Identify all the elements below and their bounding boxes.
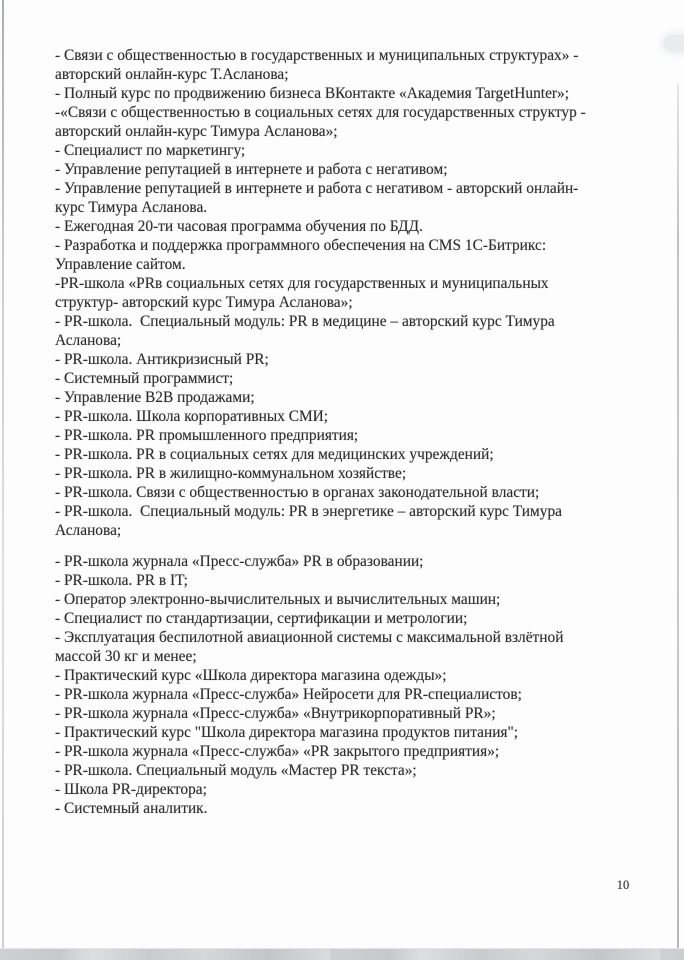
scan-smudge	[663, 35, 684, 52]
document-line: - PR-школа журнала «Пресс-служба» Нейросети для PR-специалистов;	[55, 686, 522, 703]
document-line: - Управление репутацией в интернете и работа с негативом;	[55, 161, 448, 178]
document-line: - Оператор электронно-вычислительных и вычислительных машин;	[55, 591, 501, 608]
document-line: структур- авторский курс Тимура Асланова»;	[55, 294, 353, 311]
document-line: Управление сайтом.	[55, 256, 186, 273]
document-line: - Разработка и поддержка программного обеспечения на CMS 1С-Битрикс:	[55, 237, 547, 254]
document-line: Асланова;	[55, 522, 122, 539]
document-line: - PR-школа журнала «Пресс-служба» PR в образовании;	[55, 553, 424, 570]
document-line: - Эксплуатация беспилотной авиационной системы с максимальной взлётной	[55, 629, 564, 646]
document-line: авторский онлайн-курс Т.Асланова;	[55, 66, 289, 83]
document-line: -PR-школа «PRв социальных сетях для государственных и муниципальных	[55, 275, 549, 292]
document-line: - PR-школа. PR в IT;	[55, 572, 188, 589]
document-line: - PR-школа. Специальный модуль: PR в энергетике – авторский курс Тимура	[55, 503, 562, 520]
document-line: - Практический курс «Школа директора магазина одежды»;	[55, 667, 447, 684]
blank-line	[55, 540, 586, 552]
page-number: 10	[616, 878, 630, 892]
document-line: - Практический курс "Школа директора магазина продуктов питания";	[55, 724, 519, 741]
document-line: Асланова;	[55, 332, 122, 349]
document-line: - Полный курс по продвижению бизнеса ВКонтакте «Академия TargetHunter»;	[55, 85, 570, 102]
document-line: - Связи с общественностью в государственных и муниципальных структурах» -	[55, 47, 579, 64]
document-line: - Школа PR-директора;	[55, 781, 207, 798]
document-line: - Системный программист;	[55, 370, 234, 387]
document-line: - PR-школа. PR в социальных сетях для медицинских учреждений;	[55, 446, 494, 463]
document-line: - Специалист по маркетингу;	[55, 142, 246, 159]
scan-edge-left	[2, 0, 4, 960]
scan-edge-bottom	[0, 948, 684, 960]
document-line: - PR-школа. PR промышленного предприятия;	[55, 427, 359, 444]
document-line: - PR-школа. Специальный модуль: PR в медицине – авторский курс Тимура	[55, 313, 555, 330]
document-line: - Управление репутацией в интернете и работа с негативом - авторский онлайн-	[55, 180, 579, 197]
document-text	[55, 46, 586, 818]
scan-edge-right	[677, 84, 679, 950]
document-line: -«Связи с общественностью в социальных сетях для государственных структур -	[55, 104, 586, 121]
document-line: курс Тимура Асланова.	[55, 199, 208, 216]
document-line: - PR-школа. Связи с общественностью в органах законодательной власти;	[55, 484, 540, 501]
document-line: - PR-школа. Школа корпоративных СМИ;	[55, 408, 329, 425]
document-line: - PR-школа журнала «Пресс-служба» «Внутрикорпоративный PR»;	[55, 705, 496, 722]
document-line: - PR-школа. Специальный модуль «Мастер PR текста»;	[55, 762, 417, 779]
document-line: - Управление B2B продажами;	[55, 389, 255, 406]
document-line: - PR-школа журнала «Пресс-служба» «PR закрытого предприятия»;	[55, 743, 500, 760]
document-line: массой 30 кг и менее;	[55, 648, 197, 665]
document-line: - Системный аналитик.	[55, 800, 208, 817]
document-line: - PR-школа. Антикризисный PR;	[55, 351, 269, 368]
document-line: - Ежегодная 20-ти часовая программа обучения по БДД.	[55, 218, 423, 235]
document-line: - PR-школа. PR в жилищно-коммунальном хозяйстве;	[55, 465, 407, 482]
document-line: авторский онлайн-курс Тимура Асланова»;	[55, 123, 338, 140]
document-line: - Специалист по стандартизации, сертификации и метрологии;	[55, 610, 468, 627]
